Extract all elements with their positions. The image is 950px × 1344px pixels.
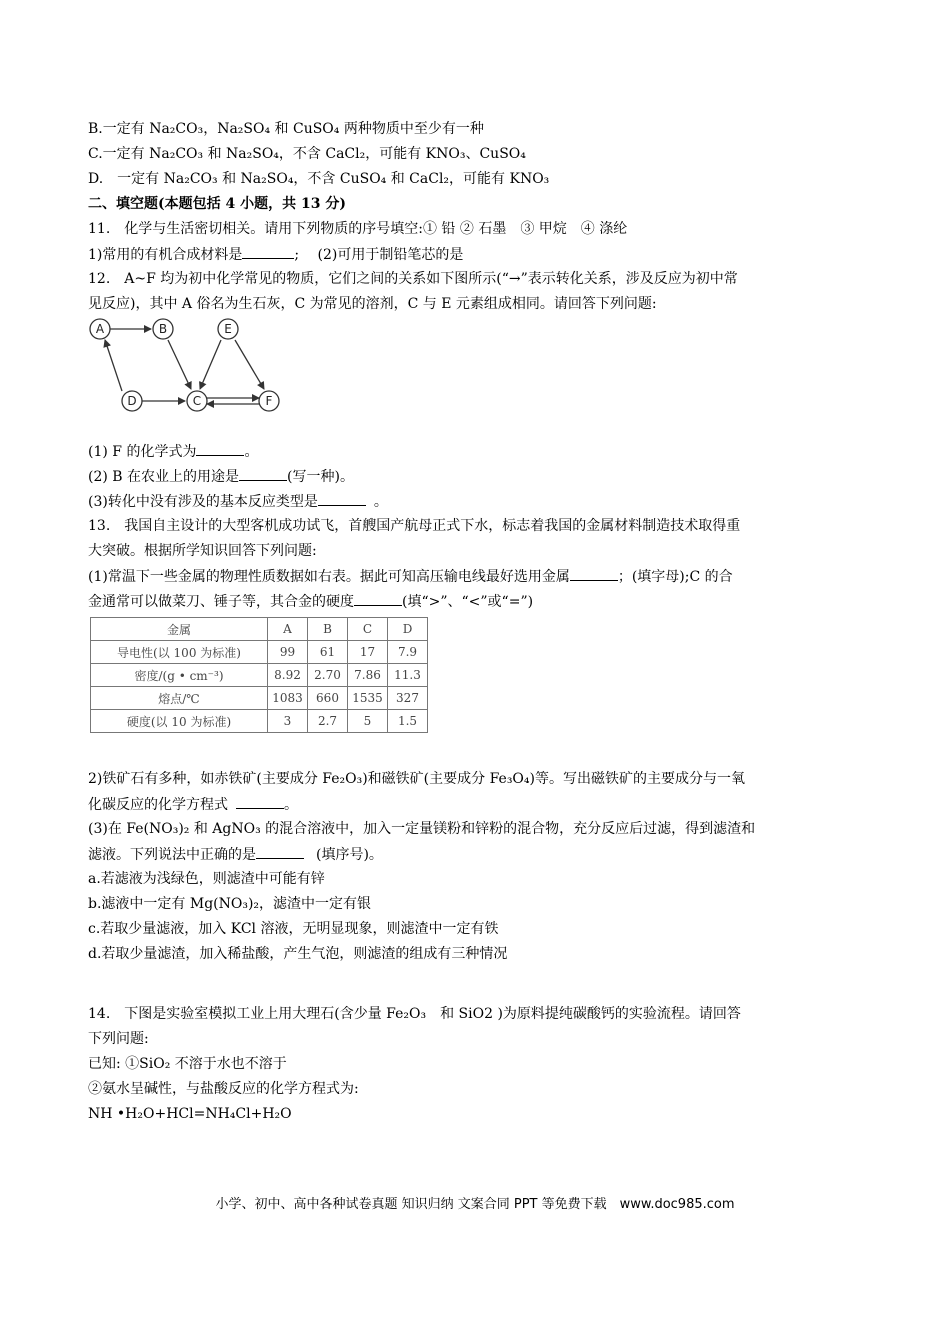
option-d-line: D. 一定有 Na₂CO₃ 和 Na₂SO₄，不含 CuSO₄ 和 CaCl₂，可能有 KNO₃	[88, 171, 550, 187]
known-condition-2: ②氨水呈碱性，与盐酸反应的化学方程式为:	[88, 1081, 359, 1097]
table-cell: 1083	[268, 687, 308, 710]
table-cell: 1.5	[388, 710, 428, 733]
node-label-c: C	[192, 394, 202, 408]
question-12-line1: 12. A~F 均为初中化学常见的物质，它们之间的关系如下图所示(“→”表示转化关系，涉及反应为初中常	[88, 271, 738, 287]
table-header-cell: B	[308, 618, 348, 641]
q13-part1-line2	[88, 591, 868, 612]
table-header-cell: A	[268, 618, 308, 641]
node-label-f: F	[265, 394, 273, 408]
q12-part3	[88, 491, 868, 512]
q13-part1-text2: 金通常可以做菜刀、锤子等，其合金的硬度	[88, 594, 354, 610]
table-header-cell: C	[348, 618, 388, 641]
question-12-line2: 见反应)，其中 A 俗名为生石灰，C 为常见的溶剂，C 与 E 元素组成相同。请回答下列问题:	[88, 296, 657, 312]
table-cell: 密度/(g • cm⁻³)	[91, 664, 268, 687]
table-cell: 11.3	[388, 664, 428, 687]
table-cell: 2.70	[308, 664, 348, 687]
table-header-cell: 金属	[91, 618, 268, 641]
table-cell: 61	[308, 641, 348, 664]
question-14-line1: 14. 下图是实验室模拟工业上用大理石(含少量 Fe₂O₃ 和 SiO2 )为原料提纯碳酸钙的实验流程。请回答	[88, 1006, 741, 1022]
q13-part3-line2	[88, 844, 868, 865]
answer-blank	[256, 844, 304, 859]
table-cell: 660	[308, 687, 348, 710]
arrow-e-to-c	[200, 340, 221, 389]
q11-part2-text: ; (2)可用于制铅笔芯的是	[294, 247, 464, 263]
arrow-d-to-a	[105, 340, 122, 391]
section-heading: 二、填空题(本题包括 4 小题，共 13 分)	[88, 196, 346, 212]
choice-c: c.若取少量滤液，加入 KCl 溶液，无明显现象，则滤渣中一定有铁	[88, 921, 499, 937]
q12-part2	[88, 466, 868, 487]
q13-part1-cont: ；(填字母);C 的合	[617, 569, 733, 585]
table-cell: 8.92	[268, 664, 308, 687]
q12-part2-text: (2) B 在农业上的用途是	[88, 469, 240, 485]
table-row	[91, 710, 428, 733]
q13-part1-end: (填“>”、“<”或“=”)	[402, 594, 534, 610]
q13-part3-end: (填序号)。	[316, 847, 383, 863]
choice-d: d.若取少量滤渣，加入稀盐酸，产生气泡，则滤渣的组成有三种情况	[88, 946, 508, 962]
choice-a: a.若滤液为浅绿色，则滤渣中可能有锌	[88, 871, 325, 887]
table-cell: 99	[268, 641, 308, 664]
answer-blank	[570, 566, 618, 581]
node-label-b: B	[158, 322, 168, 336]
table-header-cell: D	[388, 618, 428, 641]
q12-part1	[88, 441, 868, 462]
q13-part1-line1	[88, 566, 868, 587]
arrow-b-to-c	[168, 340, 191, 389]
q11-part1-text: 1)常用的有机合成材料是	[88, 247, 243, 263]
arrow-e-to-f	[235, 340, 264, 389]
answer-blank	[318, 491, 366, 506]
table-cell: 3	[268, 710, 308, 733]
table-row	[91, 687, 428, 710]
table-cell: 1535	[348, 687, 388, 710]
chemical-equation: NH •H₂O+HCl=NH₄Cl+H₂O	[88, 1106, 292, 1122]
q12-part2-end: (写一种)。	[287, 469, 354, 485]
option-b-line: B.一定有 Na₂CO₃，Na₂SO₄ 和 CuSO₄ 两种物质中至少有一种	[88, 121, 484, 137]
choice-b: b.滤液中一定有 Mg(NO₃)₂，滤渣中一定有银	[88, 896, 372, 912]
node-label-e: E	[224, 322, 232, 336]
answer-blank	[236, 794, 284, 809]
q12-part3-text: (3)转化中没有涉及的基本反应类型是	[88, 494, 318, 510]
q13-part2-text: 化碳反应的化学方程式	[88, 797, 228, 813]
answer-blank	[242, 244, 294, 259]
table-row	[91, 641, 428, 664]
q13-part3-text: 滤液。下列说法中正确的是	[88, 847, 256, 863]
option-c-line: C.一定有 Na₂CO₃ 和 Na₂SO₄，不含 CaCl₂，可能有 KNO₃、CuSO₄	[88, 146, 526, 162]
node-label-a: A	[95, 322, 105, 336]
question-11-subparts	[88, 244, 868, 265]
q13-part2-line1: 2)铁矿石有多种，如赤铁矿(主要成分 Fe₂O₃)和磁铁矿(主要成分 Fe₃O₄)等。写出磁铁矿的主要成分与一氧	[88, 771, 745, 787]
table-cell: 7.9	[388, 641, 428, 664]
conversion-diagram	[88, 316, 288, 416]
table-cell: 5	[348, 710, 388, 733]
q12-part1-end: 。	[244, 444, 259, 460]
table-cell: 导电性(以 100 为标准)	[91, 641, 268, 664]
table-cell: 2.7	[308, 710, 348, 733]
q13-part2-line2	[88, 794, 868, 815]
table-cell: 327	[388, 687, 428, 710]
node-label-d: D	[127, 394, 137, 408]
q12-part1-text: (1) F 的化学式为	[88, 444, 197, 460]
metal-properties-table	[90, 617, 428, 733]
answer-blank	[196, 441, 244, 456]
q12-part3-end: 。	[373, 494, 388, 510]
table-header-row	[91, 618, 428, 641]
table-cell: 硬度(以 10 为标准)	[91, 710, 268, 733]
question-13-line2: 大突破。根据所学知识回答下列问题:	[88, 543, 317, 559]
q13-part3-line1: (3)在 Fe(NO₃)₂ 和 AgNO₃ 的混合溶液中，加入一定量镁粉和锌粉的混合物，充分反应后过滤，得到滤渣和	[88, 821, 756, 837]
q13-part1-text: (1)常温下一些金属的物理性质数据如右表。据此可知高压输电线最好选用金属	[88, 569, 570, 585]
known-condition-1: 已知: ①SiO₂ 不溶于水也不溶于	[88, 1056, 287, 1072]
answer-blank	[354, 591, 402, 606]
q13-part2-end: 。	[284, 797, 298, 813]
question-14-line2: 下列问题:	[88, 1031, 149, 1047]
answer-blank	[239, 466, 287, 481]
table-cell: 熔点/℃	[91, 687, 268, 710]
table-row	[91, 664, 428, 687]
question-11: 11. 化学与生活密切相关。请用下列物质的序号填空:① 铅 ② 石墨 ③ 甲烷 ④ 涤纶	[88, 221, 628, 237]
table-cell: 7.86	[348, 664, 388, 687]
question-13-line1: 13. 我国自主设计的大型客机成功试飞，首艘国产航母正式下水，标志着我国的金属材料制造技术取得重	[88, 518, 741, 534]
footer-text: 小学、初中、高中各种试卷真题 知识归纳 文案合同 PPT 等免费下载 www.doc985.com	[215, 1197, 735, 1212]
table-cell: 17	[348, 641, 388, 664]
